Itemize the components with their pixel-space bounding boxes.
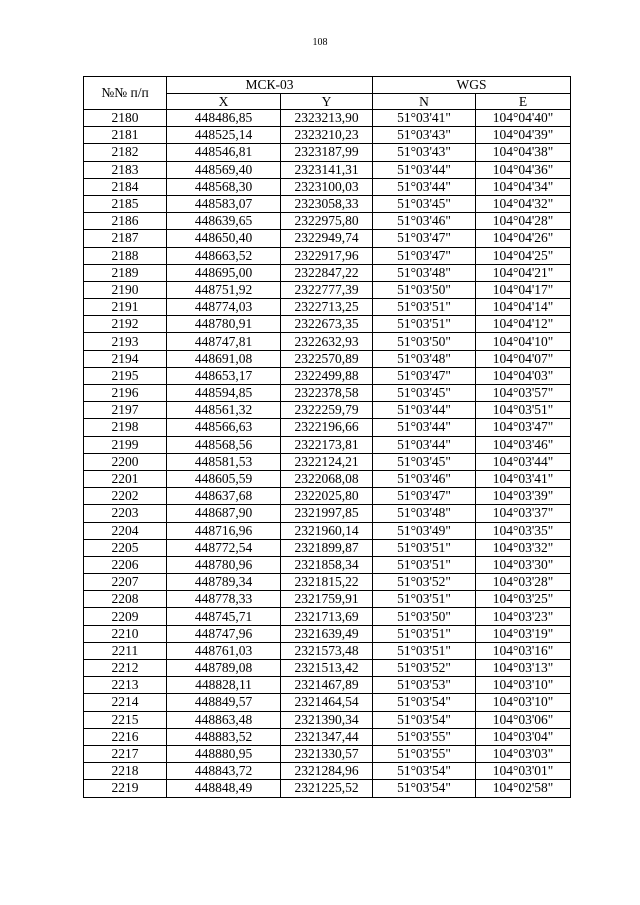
cell-n: 51°03'51" bbox=[373, 556, 476, 573]
table-row bbox=[84, 453, 571, 470]
cell-n: 51°03'52" bbox=[373, 660, 476, 677]
cell-point-number: 2219 bbox=[84, 780, 167, 797]
cell-x: 448774,03 bbox=[167, 299, 281, 316]
cell-point-number: 2181 bbox=[84, 127, 167, 144]
cell-x: 448761,03 bbox=[167, 642, 281, 659]
cell-y: 2323213,90 bbox=[281, 110, 373, 127]
cell-y: 2321513,42 bbox=[281, 660, 373, 677]
cell-x: 448569,40 bbox=[167, 161, 281, 178]
cell-n: 51°03'44" bbox=[373, 419, 476, 436]
cell-y: 2321858,34 bbox=[281, 556, 373, 573]
cell-y: 2321347,44 bbox=[281, 728, 373, 745]
cell-point-number: 2211 bbox=[84, 642, 167, 659]
cell-e: 104°04'38" bbox=[476, 144, 571, 161]
cell-point-number: 2185 bbox=[84, 195, 167, 212]
cell-y: 2321464,54 bbox=[281, 694, 373, 711]
cell-n: 51°03'44" bbox=[373, 402, 476, 419]
cell-point-number: 2192 bbox=[84, 316, 167, 333]
cell-point-number: 2201 bbox=[84, 470, 167, 487]
cell-e: 104°03'39" bbox=[476, 488, 571, 505]
cell-x: 448828,11 bbox=[167, 677, 281, 694]
table-row bbox=[84, 711, 571, 728]
table-row bbox=[84, 281, 571, 298]
table-row bbox=[84, 247, 571, 264]
table-row bbox=[84, 728, 571, 745]
cell-e: 104°03'35" bbox=[476, 522, 571, 539]
table-row bbox=[84, 264, 571, 281]
cell-n: 51°03'46" bbox=[373, 470, 476, 487]
cell-n: 51°03'50" bbox=[373, 608, 476, 625]
cell-n: 51°03'50" bbox=[373, 281, 476, 298]
cell-n: 51°03'55" bbox=[373, 728, 476, 745]
cell-x: 448637,68 bbox=[167, 488, 281, 505]
cell-n: 51°03'45" bbox=[373, 195, 476, 212]
header-x: X bbox=[167, 94, 281, 110]
header-row-top bbox=[84, 77, 571, 94]
cell-e: 104°04'34" bbox=[476, 178, 571, 195]
cell-x: 448581,53 bbox=[167, 453, 281, 470]
cell-n: 51°03'52" bbox=[373, 574, 476, 591]
cell-n: 51°03'54" bbox=[373, 763, 476, 780]
cell-point-number: 2184 bbox=[84, 178, 167, 195]
cell-x: 448525,14 bbox=[167, 127, 281, 144]
table-row bbox=[84, 299, 571, 316]
cell-y: 2322975,80 bbox=[281, 213, 373, 230]
cell-y: 2322673,35 bbox=[281, 316, 373, 333]
cell-x: 448780,96 bbox=[167, 556, 281, 573]
table-row bbox=[84, 522, 571, 539]
cell-point-number: 2189 bbox=[84, 264, 167, 281]
cell-e: 104°03'51" bbox=[476, 402, 571, 419]
cell-point-number: 2202 bbox=[84, 488, 167, 505]
cell-e: 104°03'10" bbox=[476, 694, 571, 711]
cell-x: 448653,17 bbox=[167, 367, 281, 384]
page-number: 108 bbox=[312, 37, 328, 48]
cell-n: 51°03'46" bbox=[373, 213, 476, 230]
table-row bbox=[84, 574, 571, 591]
cell-x: 448687,90 bbox=[167, 505, 281, 522]
cell-e: 104°03'19" bbox=[476, 625, 571, 642]
cell-x: 448691,08 bbox=[167, 350, 281, 367]
cell-n: 51°03'50" bbox=[373, 333, 476, 350]
table-row bbox=[84, 436, 571, 453]
table-row bbox=[84, 694, 571, 711]
cell-e: 104°03'30" bbox=[476, 556, 571, 573]
cell-y: 2322196,66 bbox=[281, 419, 373, 436]
table-row bbox=[84, 660, 571, 677]
cell-x: 448745,71 bbox=[167, 608, 281, 625]
cell-y: 2322173,81 bbox=[281, 436, 373, 453]
cell-n: 51°03'43" bbox=[373, 127, 476, 144]
cell-n: 51°03'45" bbox=[373, 385, 476, 402]
cell-point-number: 2212 bbox=[84, 660, 167, 677]
cell-y: 2321225,52 bbox=[281, 780, 373, 797]
cell-n: 51°03'51" bbox=[373, 625, 476, 642]
cell-y: 2322378,58 bbox=[281, 385, 373, 402]
cell-point-number: 2196 bbox=[84, 385, 167, 402]
cell-n: 51°03'54" bbox=[373, 694, 476, 711]
cell-y: 2322570,89 bbox=[281, 350, 373, 367]
table-row bbox=[84, 385, 571, 402]
cell-e: 104°04'36" bbox=[476, 161, 571, 178]
cell-n: 51°03'51" bbox=[373, 299, 476, 316]
cell-point-number: 2209 bbox=[84, 608, 167, 625]
cell-x: 448546,81 bbox=[167, 144, 281, 161]
cell-y: 2322777,39 bbox=[281, 281, 373, 298]
table-row bbox=[84, 178, 571, 195]
coordinates-table bbox=[83, 76, 571, 798]
header-msk03: МСК-03 bbox=[167, 77, 373, 94]
cell-e: 104°04'07" bbox=[476, 350, 571, 367]
cell-n: 51°03'48" bbox=[373, 505, 476, 522]
table-row bbox=[84, 350, 571, 367]
cell-y: 2323210,23 bbox=[281, 127, 373, 144]
table-row bbox=[84, 144, 571, 161]
cell-y: 2322068,08 bbox=[281, 470, 373, 487]
table-row bbox=[84, 230, 571, 247]
cell-e: 104°03'25" bbox=[476, 591, 571, 608]
cell-x: 448849,57 bbox=[167, 694, 281, 711]
cell-y: 2321899,87 bbox=[281, 539, 373, 556]
cell-point-number: 2186 bbox=[84, 213, 167, 230]
cell-x: 448778,33 bbox=[167, 591, 281, 608]
cell-x: 448848,49 bbox=[167, 780, 281, 797]
table-row bbox=[84, 213, 571, 230]
cell-point-number: 2198 bbox=[84, 419, 167, 436]
cell-y: 2322847,22 bbox=[281, 264, 373, 281]
cell-y: 2323100,03 bbox=[281, 178, 373, 195]
cell-y: 2321639,49 bbox=[281, 625, 373, 642]
cell-point-number: 2207 bbox=[84, 574, 167, 591]
cell-n: 51°03'43" bbox=[373, 144, 476, 161]
cell-n: 51°03'45" bbox=[373, 453, 476, 470]
table-row bbox=[84, 625, 571, 642]
table-row bbox=[84, 539, 571, 556]
table-row bbox=[84, 110, 571, 127]
table-row bbox=[84, 419, 571, 436]
cell-e: 104°03'23" bbox=[476, 608, 571, 625]
cell-e: 104°04'03" bbox=[476, 367, 571, 384]
cell-point-number: 2194 bbox=[84, 350, 167, 367]
cell-point-number: 2217 bbox=[84, 745, 167, 762]
table-row bbox=[84, 591, 571, 608]
cell-e: 104°03'01" bbox=[476, 763, 571, 780]
cell-n: 51°03'47" bbox=[373, 247, 476, 264]
table-row bbox=[84, 745, 571, 762]
cell-y: 2323187,99 bbox=[281, 144, 373, 161]
cell-y: 2321713,69 bbox=[281, 608, 373, 625]
cell-point-number: 2182 bbox=[84, 144, 167, 161]
cell-y: 2321390,34 bbox=[281, 711, 373, 728]
cell-point-number: 2204 bbox=[84, 522, 167, 539]
cell-point-number: 2190 bbox=[84, 281, 167, 298]
cell-n: 51°03'51" bbox=[373, 591, 476, 608]
cell-x: 448650,40 bbox=[167, 230, 281, 247]
cell-y: 2322499,88 bbox=[281, 367, 373, 384]
cell-point-number: 2210 bbox=[84, 625, 167, 642]
header-wgs: WGS bbox=[373, 77, 571, 94]
cell-point-number: 2218 bbox=[84, 763, 167, 780]
cell-y: 2322259,79 bbox=[281, 402, 373, 419]
cell-y: 2322917,96 bbox=[281, 247, 373, 264]
cell-e: 104°03'37" bbox=[476, 505, 571, 522]
cell-x: 448568,30 bbox=[167, 178, 281, 195]
cell-n: 51°03'47" bbox=[373, 230, 476, 247]
cell-point-number: 2199 bbox=[84, 436, 167, 453]
cell-n: 51°03'48" bbox=[373, 264, 476, 281]
cell-n: 51°03'55" bbox=[373, 745, 476, 762]
cell-y: 2322949,74 bbox=[281, 230, 373, 247]
cell-e: 104°04'32" bbox=[476, 195, 571, 212]
cell-e: 104°04'40" bbox=[476, 110, 571, 127]
cell-x: 448747,81 bbox=[167, 333, 281, 350]
cell-x: 448880,95 bbox=[167, 745, 281, 762]
cell-y: 2323058,33 bbox=[281, 195, 373, 212]
cell-x: 448747,96 bbox=[167, 625, 281, 642]
table-row bbox=[84, 488, 571, 505]
cell-point-number: 2183 bbox=[84, 161, 167, 178]
cell-y: 2321573,48 bbox=[281, 642, 373, 659]
cell-n: 51°03'47" bbox=[373, 488, 476, 505]
cell-y: 2321284,96 bbox=[281, 763, 373, 780]
cell-e: 104°02'58" bbox=[476, 780, 571, 797]
cell-y: 2321997,85 bbox=[281, 505, 373, 522]
cell-n: 51°03'44" bbox=[373, 178, 476, 195]
cell-n: 51°03'54" bbox=[373, 780, 476, 797]
cell-e: 104°03'10" bbox=[476, 677, 571, 694]
cell-y: 2323141,31 bbox=[281, 161, 373, 178]
cell-e: 104°03'28" bbox=[476, 574, 571, 591]
cell-point-number: 2208 bbox=[84, 591, 167, 608]
table-row bbox=[84, 333, 571, 350]
cell-point-number: 2200 bbox=[84, 453, 167, 470]
cell-point-number: 2214 bbox=[84, 694, 167, 711]
cell-x: 448789,08 bbox=[167, 660, 281, 677]
header-y: Y bbox=[281, 94, 373, 110]
cell-y: 2321330,57 bbox=[281, 745, 373, 762]
table-row bbox=[84, 161, 571, 178]
cell-n: 51°03'41" bbox=[373, 110, 476, 127]
table-row bbox=[84, 470, 571, 487]
cell-n: 51°03'54" bbox=[373, 711, 476, 728]
cell-point-number: 2215 bbox=[84, 711, 167, 728]
cell-e: 104°04'28" bbox=[476, 213, 571, 230]
cell-point-number: 2206 bbox=[84, 556, 167, 573]
cell-y: 2322025,80 bbox=[281, 488, 373, 505]
table-header bbox=[84, 77, 571, 110]
cell-n: 51°03'44" bbox=[373, 436, 476, 453]
cell-point-number: 2195 bbox=[84, 367, 167, 384]
cell-n: 51°03'49" bbox=[373, 522, 476, 539]
cell-point-number: 2197 bbox=[84, 402, 167, 419]
cell-n: 51°03'53" bbox=[373, 677, 476, 694]
cell-x: 448772,54 bbox=[167, 539, 281, 556]
header-point-number: №№ п/п bbox=[84, 77, 167, 110]
cell-x: 448561,32 bbox=[167, 402, 281, 419]
cell-e: 104°03'32" bbox=[476, 539, 571, 556]
cell-n: 51°03'51" bbox=[373, 642, 476, 659]
cell-point-number: 2187 bbox=[84, 230, 167, 247]
cell-x: 448663,52 bbox=[167, 247, 281, 264]
cell-e: 104°04'10" bbox=[476, 333, 571, 350]
cell-y: 2322124,21 bbox=[281, 453, 373, 470]
cell-x: 448566,63 bbox=[167, 419, 281, 436]
cell-e: 104°03'16" bbox=[476, 642, 571, 659]
cell-x: 448583,07 bbox=[167, 195, 281, 212]
cell-e: 104°03'13" bbox=[476, 660, 571, 677]
cell-point-number: 2205 bbox=[84, 539, 167, 556]
cell-x: 448605,59 bbox=[167, 470, 281, 487]
table-row bbox=[84, 505, 571, 522]
cell-y: 2322713,25 bbox=[281, 299, 373, 316]
table-row bbox=[84, 402, 571, 419]
table-row bbox=[84, 367, 571, 384]
cell-n: 51°03'44" bbox=[373, 161, 476, 178]
cell-x: 448639,65 bbox=[167, 213, 281, 230]
cell-e: 104°03'06" bbox=[476, 711, 571, 728]
cell-x: 448843,72 bbox=[167, 763, 281, 780]
header-n: N bbox=[373, 94, 476, 110]
cell-e: 104°04'26" bbox=[476, 230, 571, 247]
cell-n: 51°03'51" bbox=[373, 316, 476, 333]
cell-x: 448695,00 bbox=[167, 264, 281, 281]
cell-e: 104°04'39" bbox=[476, 127, 571, 144]
cell-point-number: 2191 bbox=[84, 299, 167, 316]
table-row bbox=[84, 763, 571, 780]
cell-point-number: 2213 bbox=[84, 677, 167, 694]
cell-point-number: 2188 bbox=[84, 247, 167, 264]
cell-x: 448716,96 bbox=[167, 522, 281, 539]
cell-e: 104°04'14" bbox=[476, 299, 571, 316]
table-row bbox=[84, 608, 571, 625]
cell-point-number: 2216 bbox=[84, 728, 167, 745]
cell-e: 104°03'47" bbox=[476, 419, 571, 436]
cell-x: 448751,92 bbox=[167, 281, 281, 298]
cell-n: 51°03'47" bbox=[373, 367, 476, 384]
cell-e: 104°04'12" bbox=[476, 316, 571, 333]
cell-point-number: 2193 bbox=[84, 333, 167, 350]
cell-n: 51°03'48" bbox=[373, 350, 476, 367]
cell-e: 104°03'41" bbox=[476, 470, 571, 487]
cell-y: 2321815,22 bbox=[281, 574, 373, 591]
table-row bbox=[84, 316, 571, 333]
table-body bbox=[84, 110, 571, 798]
cell-e: 104°04'25" bbox=[476, 247, 571, 264]
cell-point-number: 2203 bbox=[84, 505, 167, 522]
table-row bbox=[84, 642, 571, 659]
cell-x: 448594,85 bbox=[167, 385, 281, 402]
table-row bbox=[84, 780, 571, 797]
cell-x: 448568,56 bbox=[167, 436, 281, 453]
cell-e: 104°03'04" bbox=[476, 728, 571, 745]
cell-x: 448789,34 bbox=[167, 574, 281, 591]
header-e: E bbox=[476, 94, 571, 110]
cell-e: 104°03'44" bbox=[476, 453, 571, 470]
table-row bbox=[84, 127, 571, 144]
table-row bbox=[84, 677, 571, 694]
cell-point-number: 2180 bbox=[84, 110, 167, 127]
cell-e: 104°03'03" bbox=[476, 745, 571, 762]
cell-x: 448883,52 bbox=[167, 728, 281, 745]
cell-e: 104°04'17" bbox=[476, 281, 571, 298]
table-row bbox=[84, 195, 571, 212]
cell-e: 104°03'57" bbox=[476, 385, 571, 402]
cell-x: 448863,48 bbox=[167, 711, 281, 728]
cell-x: 448486,85 bbox=[167, 110, 281, 127]
cell-n: 51°03'51" bbox=[373, 539, 476, 556]
cell-e: 104°03'46" bbox=[476, 436, 571, 453]
cell-y: 2322632,93 bbox=[281, 333, 373, 350]
table-row bbox=[84, 556, 571, 573]
cell-x: 448780,91 bbox=[167, 316, 281, 333]
cell-y: 2321759,91 bbox=[281, 591, 373, 608]
cell-e: 104°04'21" bbox=[476, 264, 571, 281]
cell-y: 2321467,89 bbox=[281, 677, 373, 694]
cell-y: 2321960,14 bbox=[281, 522, 373, 539]
